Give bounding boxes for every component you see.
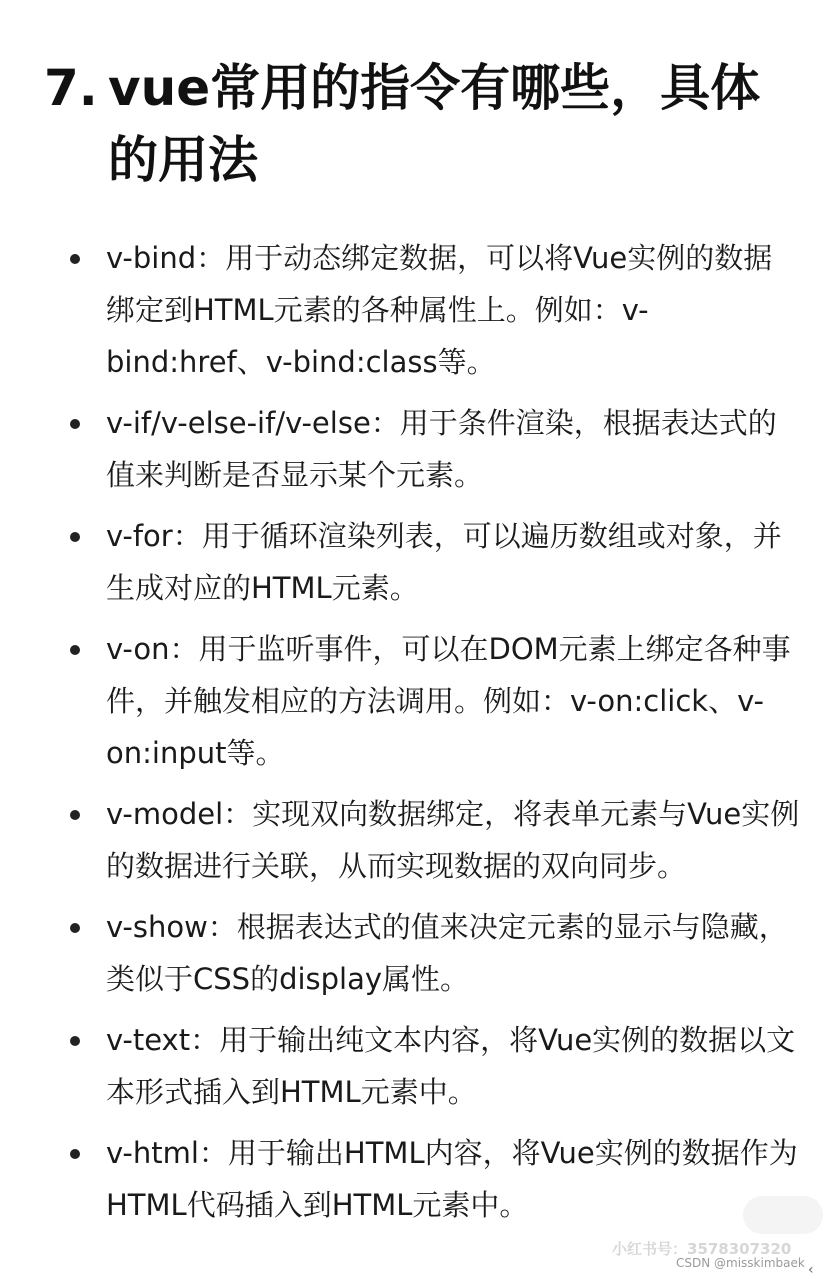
- heading-title: vue常用的指令有哪些，具体的用法: [108, 59, 761, 189]
- list-item-text: v-html：用于输出HTML内容，将Vue实例的数据作为HTML代码插入到HTML元素中。: [106, 1136, 798, 1222]
- list-item-text: v-show：根据表达式的值来决定元素的显示与隐藏，类似于CSS的display属性。: [106, 910, 788, 996]
- corner-arrow-icon: ‹: [808, 1262, 814, 1278]
- bullet-icon: [70, 532, 80, 542]
- list-item-v-text: [70, 1014, 800, 1118]
- list-item-text: v-model：实现双向数据绑定，将表单元素与Vue实例的数据进行关联，从而实现数据的双向同步。: [106, 797, 800, 883]
- bullet-icon: [70, 1149, 80, 1159]
- bullet-icon: [70, 923, 80, 933]
- bullet-icon: [70, 810, 80, 820]
- list-item-v-on: [70, 623, 800, 779]
- list-item-text: v-if/v-else-if/v-else：用于条件渲染，根据表达式的值来判断是否显示某个元素。: [106, 406, 777, 492]
- bullet-icon: [70, 645, 80, 655]
- section-heading: [44, 52, 804, 196]
- list-item-text: v-for：用于循环渲染列表，可以遍历数组或对象，并生成对应的HTML元素。: [106, 519, 782, 605]
- list-item-v-if: [70, 397, 800, 501]
- list-item-v-html: [70, 1127, 800, 1231]
- bullet-icon: [70, 419, 80, 429]
- list-item-v-model: [70, 788, 800, 892]
- list-item-text: v-bind：用于动态绑定数据，可以将Vue实例的数据绑定到HTML元素的各种属性上。例如：v-bind:href、v-bind:class等。: [106, 241, 773, 379]
- watermark-badge: [743, 1196, 823, 1234]
- list-item-text: v-on：用于监听事件，可以在DOM元素上绑定各种事件，并触发相应的方法调用。例如：v-on:click、v-on:input等。: [106, 632, 791, 770]
- xiaohongshu-watermark: 小红书号：3578307320: [612, 1240, 792, 1258]
- directive-list: [70, 232, 800, 1240]
- heading-number: 7.: [44, 59, 98, 117]
- list-item-v-for: [70, 510, 800, 614]
- list-item-v-bind: [70, 232, 800, 388]
- csdn-watermark: CSDN @misskimbaek: [676, 1256, 805, 1270]
- bullet-icon: [70, 1036, 80, 1046]
- list-item-v-show: [70, 901, 800, 1005]
- list-item-text: v-text：用于输出纯文本内容，将Vue实例的数据以文本形式插入到HTML元素中。: [106, 1023, 796, 1109]
- bullet-icon: [70, 254, 80, 264]
